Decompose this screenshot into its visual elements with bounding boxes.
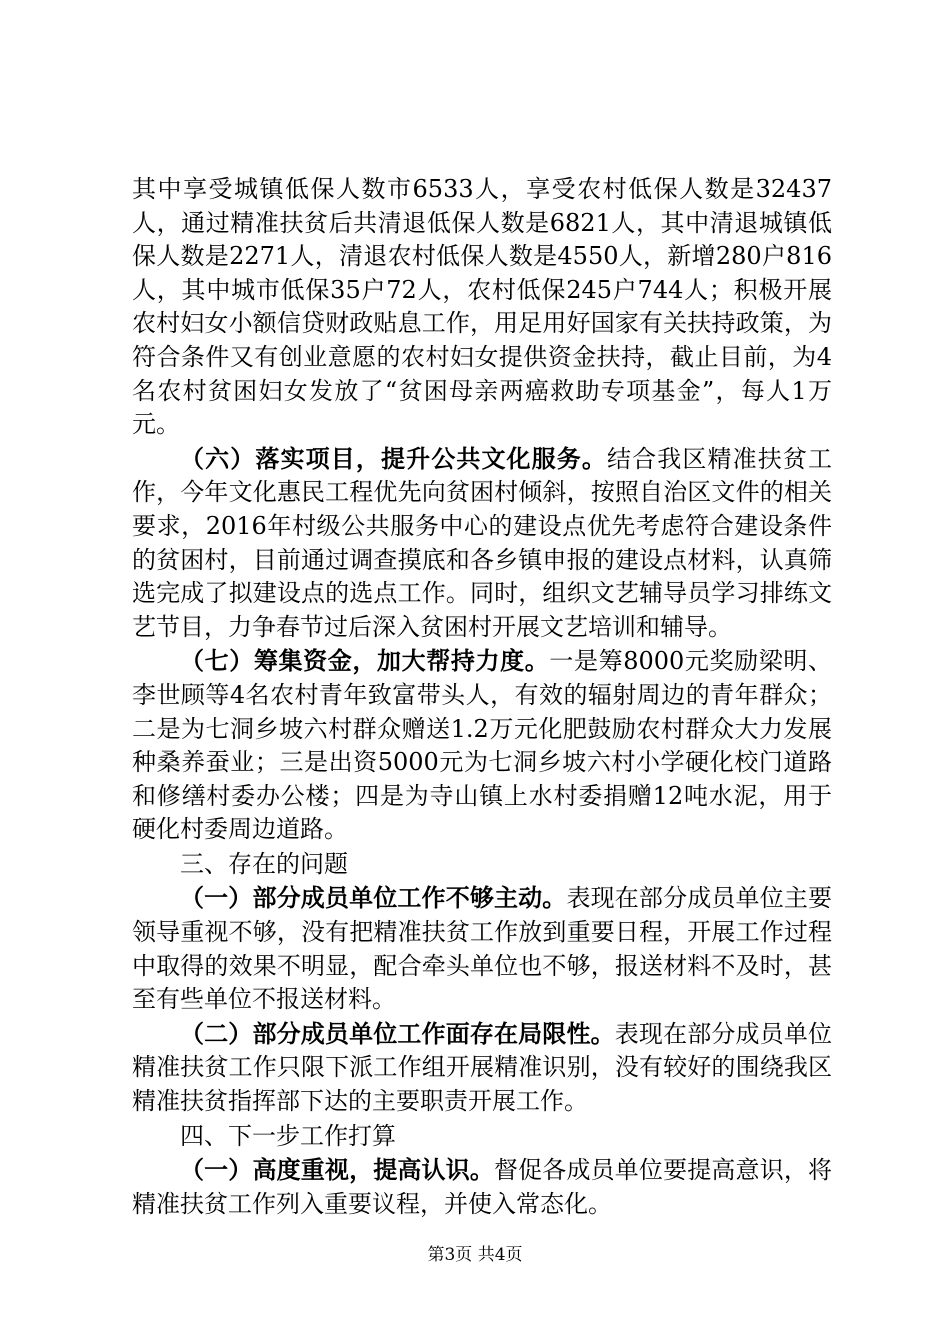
section-title: 三、存在的问题 bbox=[180, 849, 348, 878]
paragraph-6 bbox=[132, 1017, 832, 1119]
paragraph-heading: （六）落实项目，提升公共文化服务。 bbox=[180, 443, 608, 473]
document-body bbox=[132, 172, 832, 1221]
paragraph-heading: （二）部分成员单位工作面存在局限性。 bbox=[180, 1018, 615, 1048]
paragraph-heading: （一）部分成员单位工作不够主动。 bbox=[180, 883, 567, 913]
paragraph-heading: （七）筹集资金，加大帮持力度。 bbox=[180, 646, 550, 676]
paragraph-2 bbox=[132, 442, 832, 645]
paragraph-1 bbox=[132, 172, 832, 442]
section-heading-4 bbox=[132, 1119, 832, 1154]
section-heading-3 bbox=[132, 847, 832, 882]
paragraph-3 bbox=[132, 644, 832, 847]
paragraph-text: 表现在部分成员单位精准扶贫工作只限下派工作组开展精准识别，没有较好的围绕我区精准扶贫指挥部下达的主要职责开展工作。 bbox=[132, 1019, 833, 1116]
page-footer: 第3页 共4页 bbox=[427, 1245, 523, 1265]
paragraph-8 bbox=[132, 1153, 832, 1221]
paragraph-text: 表现在部分成员单位主要领导重视不够，没有把精准扶贫工作放到重要日程，开展工作过程中取得的效果不明显，配合牵头单位也不够，报送材料不及时，甚至有些单位不报送材料。 bbox=[132, 884, 833, 1014]
paragraph-text: 其中享受城镇低保人数市6533人，享受农村低保人数是32437人，通过精准扶贫后共清退低保人数是6821人，其中清退城镇低保人数是2271人，清退农村低保人数是4550人，新增280户816人，其中城市低保35户72人，农村低保245户744人；积极开展农村妇女小额信贷财政贴息工作，用足用好国家有关扶持政策，为符合条件又有创业意愿的农村妇女提供资金扶持，截止目前，为4名农村贫困妇女发放了“贫困母亲两癌救助专项基金”，每人1万元。 bbox=[132, 175, 832, 439]
section-title: 四、下一步工作打算 bbox=[180, 1121, 396, 1150]
paragraph-text: 一是筹8000元奖励梁明、李世顾等4名农村青年致富带头人，有效的辐射周边的青年群众；二是为七洞乡坡六村群众赠送1.2万元化肥鼓励农村群众大力发展种桑养蚕业；三是出资5000元为七洞乡坡六村小学硬化校门道路和修缮村委办公楼；四是为寺山镇上水村委捐赠12吨水泥，用于硬化村委周边道路。 bbox=[132, 647, 833, 844]
paragraph-heading: （一）高度重视，提高认识。 bbox=[180, 1155, 494, 1185]
paragraph-5 bbox=[132, 881, 832, 1016]
paragraph-text: 督促各成员单位要提高意识，将精准扶贫工作列入重要议程，并使入常态化。 bbox=[132, 1156, 832, 1218]
paragraph-text: 结合我区精准扶贫工作，今年文化惠民工程优先向贫困村倾斜，按照自治区文件的相关要求，2016年村级公共服务中心的建设点优先考虑符合建设条件的贫困村，目前通过调查摸底和各乡镇申报的建设点材料，认真筛选完成了拟建设点的选点工作。同时，组织文艺辅导员学习排练文艺节目，力争春节过后深入贫困村开展文艺培训和辅导。 bbox=[132, 444, 833, 641]
